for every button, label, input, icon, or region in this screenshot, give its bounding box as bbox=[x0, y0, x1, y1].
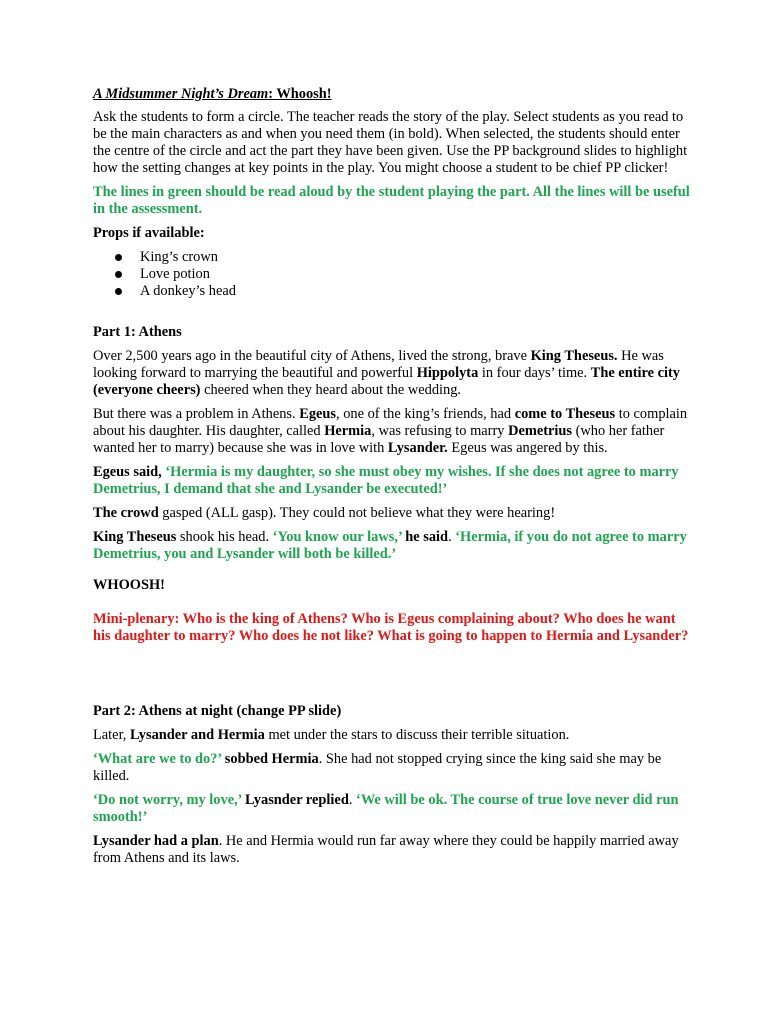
bullet-icon bbox=[115, 271, 122, 278]
bullet-icon bbox=[115, 288, 122, 295]
green-lines-note: The lines in green should be read aloud by the student playing the part. All the lines will be useful in the assessment. bbox=[93, 184, 690, 217]
part2-paragraph-3: ‘Do not worry, my love,’ Lyasnder replied. ‘We will be ok. The course of true love never did run smooth!’ bbox=[93, 792, 679, 825]
spacer bbox=[93, 307, 693, 324]
part1-paragraph-5: King Theseus shook his head. ‘You know our laws,’ he said. ‘Hermia, if you do not agree to marry Demetrius, you and Lysander will both be killed.’ bbox=[93, 529, 687, 562]
whoosh-heading: WHOOSH! bbox=[93, 577, 165, 593]
part2-paragraph-1: Later, Lysander and Hermia met under the stars to discuss their terrible situation. bbox=[93, 727, 570, 743]
play-title: A Midsummer Night’s Dream bbox=[93, 86, 269, 102]
part1-paragraph-4: The crowd gasped (ALL gasp). They could not believe what they were hearing! bbox=[93, 505, 556, 521]
props-item: A donkey’s head bbox=[93, 283, 693, 300]
part1-heading: Part 1: Athens bbox=[93, 324, 182, 340]
props-list bbox=[93, 249, 693, 300]
document-body bbox=[93, 86, 693, 874]
part2-paragraph-4: Lysander had a plan. He and Hermia would run far away where they could be happily married away from Athens and its laws. bbox=[93, 833, 679, 866]
spacer bbox=[93, 570, 693, 577]
props-item: King’s crown bbox=[93, 249, 693, 266]
title-suffix: : Whoosh! bbox=[268, 86, 332, 102]
part1-paragraph-2: But there was a problem in Athens. Egeus, one of the king’s friends, had come to Theseus to complain about his daughter. His daughter, called Hermia, was refusing to marry Demetrius (who her father wanted her to marry) because she was in love with Lysander. Egeus was angered by this. bbox=[93, 406, 688, 456]
bullet-icon bbox=[115, 254, 122, 261]
part1-paragraph-3: Egeus said, ‘Hermia is my daughter, so she must obey my wishes. If she does not agree to marry Demetrius, I demand that she and Lysander be executed!’ bbox=[93, 464, 679, 497]
props-heading: Props if available: bbox=[93, 225, 205, 241]
props-item: Love potion bbox=[93, 266, 693, 283]
spacer bbox=[93, 652, 693, 703]
mini-plenary: Mini-plenary: Who is the king of Athens? Who is Egeus complaining about? Who does he want his daughter to marry? Who does he not like? What is going to happen to Hermia and Lysander? bbox=[93, 611, 689, 644]
part1-paragraph-1: Over 2,500 years ago in the beautiful city of Athens, lived the strong, brave King Theseus. He was looking forward to marrying the beautiful and powerful Hippolyta in four days’ time. The entire city (everyone cheers) cheered when they heard about the wedding. bbox=[93, 348, 680, 398]
spacer bbox=[93, 601, 693, 611]
document-title bbox=[93, 86, 693, 103]
intro-paragraph: Ask the students to form a circle. The teacher reads the story of the play. Select students as you read to be the main characters as and when you need them (in bold). When selected, the students should enter the centre of the circle and act the part they have been given. Use the PP background slides to highlight how the setting changes at key points in the play. You might choose a student to be chief PP clicker! bbox=[93, 109, 688, 176]
part2-heading: Part 2: Athens at night (change PP slide) bbox=[93, 703, 342, 719]
part2-paragraph-2: ‘What are we to do?’ sobbed Hermia. She had not stopped crying since the king said she may be killed. bbox=[93, 751, 662, 784]
